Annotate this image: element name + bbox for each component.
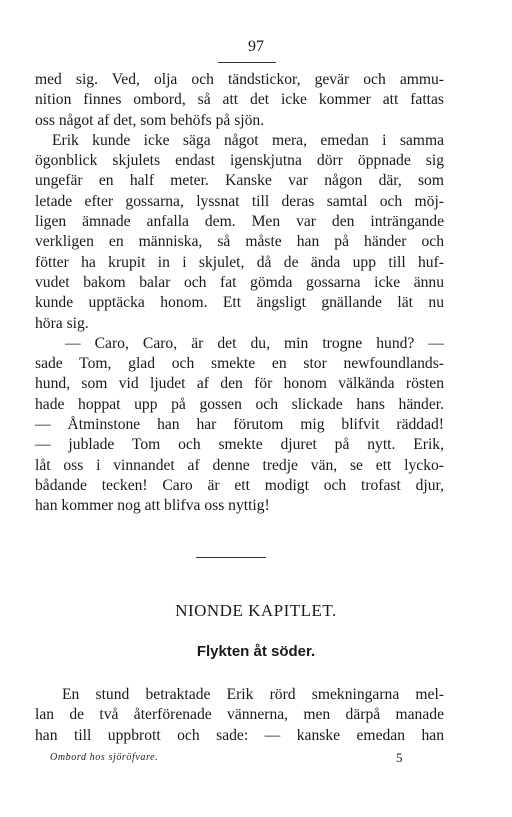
text-line: fötter ha krupit in i skjulet, då de ända upp till huf- bbox=[35, 253, 444, 271]
text-line: höra sig. bbox=[35, 314, 89, 332]
text-line: bådande tecken! Caro är ett modigt och trofast djur, bbox=[35, 476, 444, 494]
text-line: lan de två återförenade vännerna, men därpå manade bbox=[35, 706, 444, 724]
paragraph bbox=[35, 131, 444, 334]
running-footer: Ombord hos sjöröfvare. bbox=[50, 752, 159, 763]
text-line: En stund betraktade Erik rörd smekningarna mel- bbox=[62, 686, 444, 703]
page-number: 97 bbox=[248, 38, 264, 55]
text-line: Erik kunde icke säga något mera, emedan i samma bbox=[52, 131, 444, 149]
text-line: — Åtminstone han har förutom mig blifvit räddad! bbox=[35, 416, 444, 434]
signature-mark: 5 bbox=[396, 750, 403, 765]
chapter-title: Flykten åt söder. bbox=[196, 643, 316, 660]
text-line: oss något af det, som behöfs på sjön. bbox=[35, 111, 265, 129]
paragraph bbox=[35, 685, 444, 746]
page-number-rule bbox=[218, 62, 276, 63]
text-line: ungefär en half meter. Kanske var någon där, som bbox=[35, 172, 444, 190]
text-line: låt oss i vinnandet af denne tredje vän, se ett lycko- bbox=[35, 456, 444, 474]
text-line: sade Tom, glad och smekte en stor newfoundlands- bbox=[35, 355, 444, 373]
text-line: nition finnes ombord, så att det icke kommer att fattas bbox=[35, 91, 444, 109]
text-line: verkligen en människa, så måste han på händer och bbox=[35, 233, 444, 251]
chapter-text bbox=[35, 685, 444, 746]
text-line: — Caro, Caro, är det du, min trogne hund? — bbox=[65, 334, 444, 352]
text-line: letade efter gossarna, lyssnat till deras samtal och möj- bbox=[35, 192, 444, 210]
text-line: ligen ämnade anfalla dem. Men var den inträngande bbox=[35, 213, 444, 231]
body-text bbox=[35, 70, 444, 517]
section-divider bbox=[196, 557, 266, 558]
chapter-heading: NIONDE KAPITLET. bbox=[175, 601, 337, 620]
text-line: — jublade Tom och smekte djuret på nytt. Erik, bbox=[35, 436, 444, 454]
text-line: kunde upptäcka honom. Ett ängsligt gnällande lät nu bbox=[35, 294, 444, 312]
text-line: han till uppbrott och sade: — kanske emedan han bbox=[35, 726, 444, 744]
paragraph bbox=[35, 334, 444, 517]
text-line: ögonblick skjulets endast igenskjutna dörr öppnade sig bbox=[35, 152, 444, 170]
paragraph bbox=[35, 70, 444, 131]
text-line: med sig. Ved, olja och tändstickor, gevär och ammu- bbox=[35, 71, 444, 88]
text-line: han kommer nog att blifva oss nyttig! bbox=[35, 497, 270, 515]
text-line: vudet bakom balar och fat gömda gossarna icke ännu bbox=[35, 273, 444, 291]
text-line: hund, som vid ljudet af den för honom välkända rösten bbox=[35, 375, 444, 393]
text-line: hade hoppat upp på gossen och slickade hans händer. bbox=[35, 395, 444, 413]
